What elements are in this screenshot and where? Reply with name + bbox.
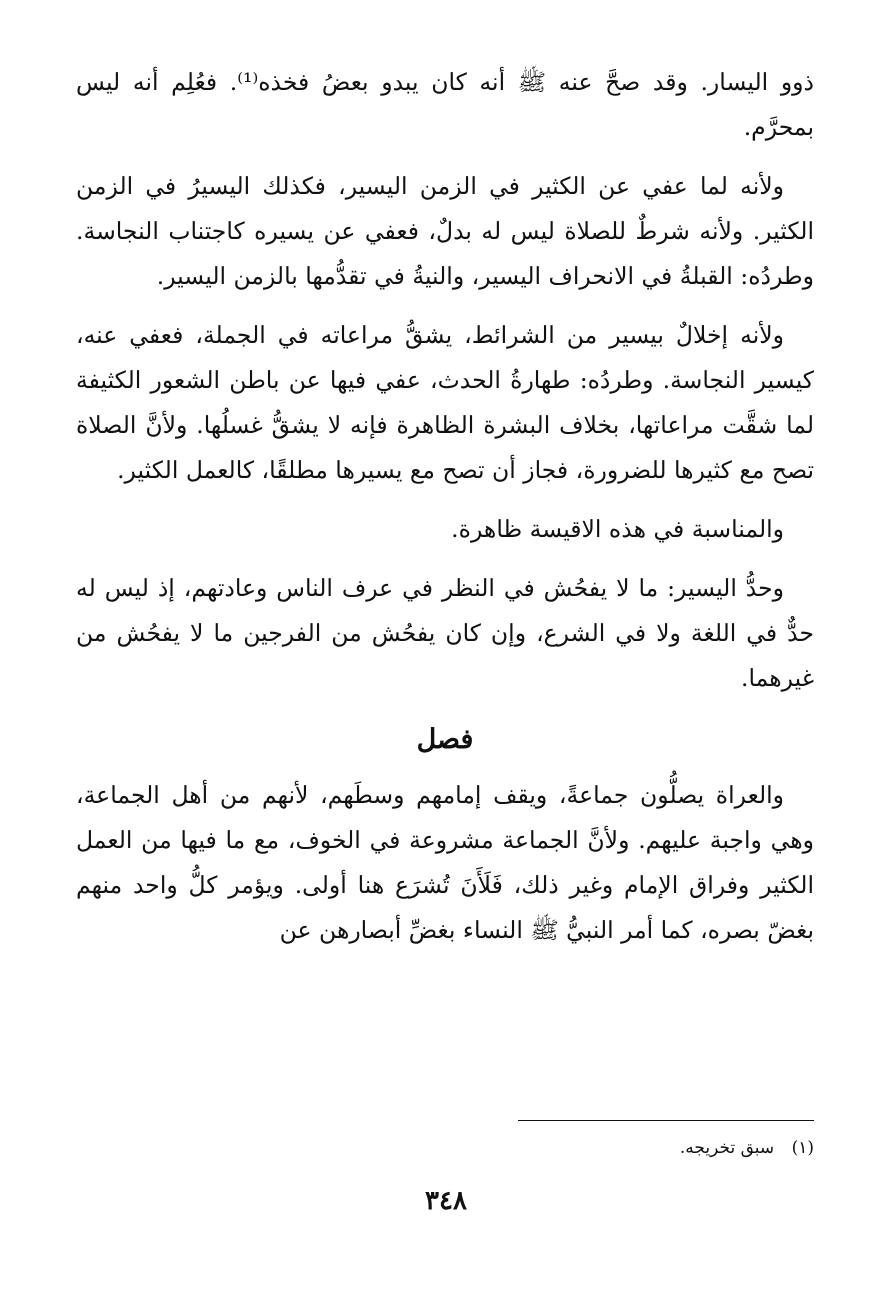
footnote-divider (518, 1120, 814, 1121)
page-body (76, 60, 814, 967)
footnote (314, 1134, 814, 1162)
section-heading: فصل (416, 724, 474, 755)
paragraph-6: والعراة يصلُّون جماعةً، ويقف إمامهم وسطَهم، لأنهم من أهل الجماعة، وهي واجبة عليهم. ولأنَّ الجماعة مشروعة في الخوف، مع ما فيها من العمل الكثير وفراق الإمام وغير ذلك، فَلَأَنَ تُشرَع هنا أولى. ويؤمر كلُّ واحد منهم بغضّ بصره، كما أمر النبيُّ ﷺ النساء بغضِّ أبصارهن عن (76, 781, 814, 944)
footnote-number: (١) (791, 1138, 814, 1158)
paragraph-2: ولأنه لما عفي عن الكثير في الزمن اليسير، فكذلك اليسيرُ في الزمن الكثير. ولأنه شرطٌ للصلاة ليس له بدلٌ، فعفي عن يسيره كاجتناب النجاسة. وطردُه: القبلةُ في الانحراف اليسير، والنيةُ في تقدُّمها بالزمن اليسير. (76, 172, 814, 290)
page-number: ٣٤٨ (425, 1186, 467, 1216)
footnote-text: سبق تخريجه. (679, 1138, 775, 1158)
paragraph-4: والمناسبة في هذه الاقيسة ظاهرة. (451, 515, 784, 543)
paragraph-3: ولأنه إخلالٌ بيسير من الشرائط، يشقُّ مراعاته في الجملة، فعفي عنه، كيسير النجاسة. وطردُه: طهارةُ الحدث، عفي فيها عن باطن الشعور الكثيفة لما شقَّت مراعاتها، بخلاف البشرة الظاهرة فإنه لا يشقُّ غسلُها. ولأنَّ الصلاة تصح مع كثيرها للضرورة، فجاز أن تصح مع يسيرها مطلقًا، كالعمل الكثير. (76, 321, 814, 484)
paragraph-5: وحدُّ اليسير: ما لا يفحُش في النظر في عرف الناس وعادتهم، إذ ليس له حدٌّ في اللغة ولا في الشرع، وإن كان يفحُش من الفرجين ما لا يفحُش من غيرهما. (76, 574, 814, 692)
paragraph-1: ذوو اليسار. وقد صحَّ عنه ﷺ أنه كان يبدو بعضُ فخذه⁽¹⁾. فعُلِم أنه ليس بمحرَّم. (76, 68, 814, 141)
